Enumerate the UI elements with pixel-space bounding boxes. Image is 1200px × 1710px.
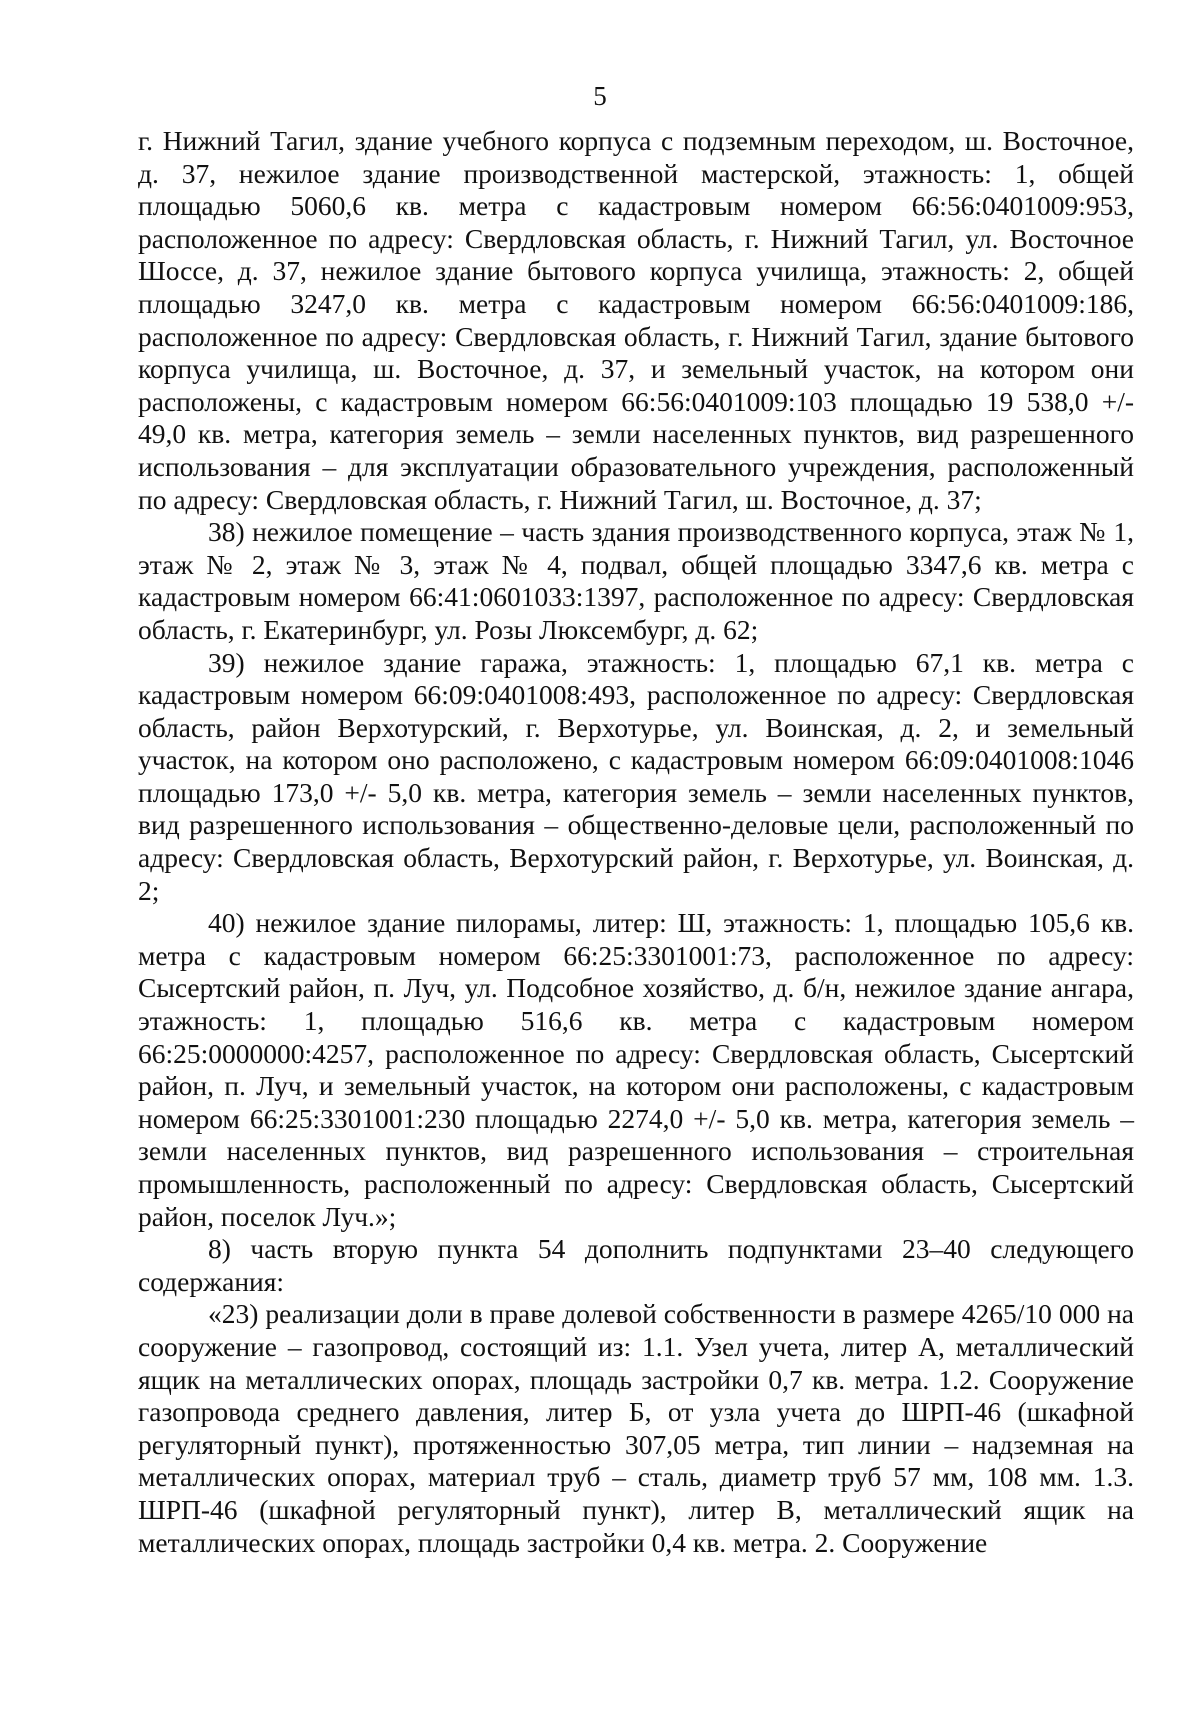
document-body [138, 125, 1134, 1559]
page-number: 5 [593, 81, 607, 111]
paragraph-item-39: 39) нежилое здание гаража, этажность: 1, площадью 67,1 кв. метра с кадастровым номером 66:09:0401008:493, расположенное по адресу: Свердловская область, район Верхотурский, г. Верхотурье, ул. Воинская, д. 2, и земельный участок, на котором оно расположено, с кадастровым номером 66:09:0401008:1046 площадью 173,0 +/- 5,0 кв. метра, категория земель – земли населенных пунктов, вид разрешенного использования – общественно-деловые цели, расположенный по адресу: Свердловская область, Верхотурский район, г. Верхотурье, ул. Воинская, д. 2; [138, 646, 1134, 906]
paragraph-item-23: «23) реализации доли в праве долевой собственности в размере 4265/10 000 на сооружение – газопровод, состоящий из: 1.1. Узел учета, литер А, металлический ящик на металлических опорах, площадь застройки 0,7 кв. метра. 1.2. Сооружение газопровода среднего давления, литер Б, от узла учета до ШРП-46 (шкафной регуляторный пункт), протяженностью 307,05 метра, тип линии – надземная на металлических опорах, материал труб – сталь, диаметр труб 57 мм, 108 мм. 1.3. ШРП-46 (шкафной регуляторный пункт), литер В, металлический ящик на металлических опорах, площадь застройки 0,4 кв. метра. 2. Сооружение [138, 1298, 1134, 1558]
paragraph-item-40: 40) нежилое здание пилорамы, литер: Ш, этажность: 1, площадью 105,6 кв. метра с кадастровым номером 66:25:3301001:73, расположенное по адресу: Сысертский район, п. Луч, ул. Подсобное хозяйство, д. б/н, нежилое здание ангара, этажность: 1, площадью 516,6 кв. метра с кадастровым номером 66:25:0000000:4257, расположенное по адресу: Свердловская область, Сысертский район, п. Луч, и земельный участок, на котором они расположены, с кадастровым номером 66:25:3301001:230 площадью 2274,0 +/- 5,0 кв. метра, категория земель – земли населенных пунктов, вид разрешенного использования – строительная промышленность, расположенный по адресу: Свердловская область, Сысертский район, поселок Луч.»; [138, 907, 1134, 1232]
paragraph-item-38: 38) нежилое помещение – часть здания производственного корпуса, этаж № 1, этаж № 2, этаж № 3, этаж № 4, подвал, общей площадью 3347,6 кв. метра с кадастровым номером 66:41:0601033:1397, расположенное по адресу: Свердловская область, г. Екатеринбург, ул. Розы Люксембург, д. 62; [138, 516, 1134, 645]
paragraph-continuation: г. Нижний Тагил, здание учебного корпуса с подземным переходом, ш. Восточное, д. 37, нежилое здание производственной мастерской, этажность: 1, общей площадью 5060,6 кв. метра с кадастровым номером 66:56:0401009:953, расположенное по адресу: Свердловская область, г. Нижний Тагил, ул. Восточное Шоссе, д. 37, нежилое здание бытового корпуса училища, этажность: 2, общей площадью 3247,0 кв. метра с кадастровым номером 66:56:0401009:186, расположенное по адресу: Свердловская область, г. Нижний Тагил, здание бытового корпуса училища, ш. Восточное, д. 37, и земельный участок, на котором они расположены, с кадастровым номером 66:56:0401009:103 площадью 19 538,0 +/- 49,0 кв. метра, категория земель – земли населенных пунктов, вид разрешенного использования – для эксплуатации образовательного учреждения, расположенный по адресу: Свердловская область, г. Нижний Тагил, ш. Восточное, д. 37; [138, 125, 1134, 515]
paragraph-amendment-8: 8) часть вторую пункта 54 дополнить подпунктами 23–40 следующего содержания: [138, 1233, 1134, 1297]
